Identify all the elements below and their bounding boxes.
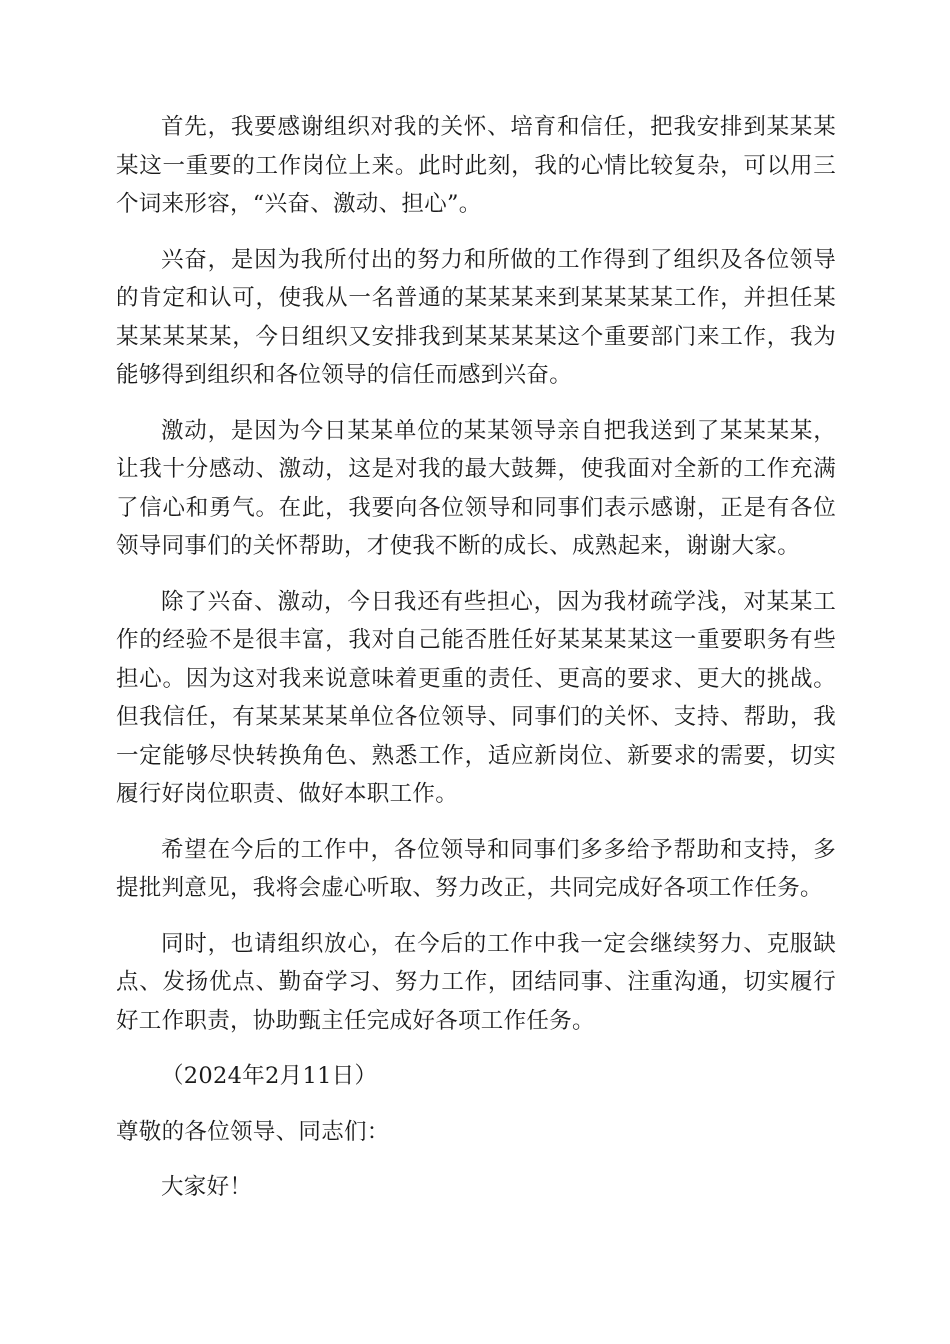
document-body — [116, 108, 836, 1224]
paragraph-excited: 兴奋，是因为我所付出的努力和所做的工作得到了组织及各位领导的肯定和认可，使我从一名普通的某某某来到某某某某工作，并担任某某某某某某，今日组织又安排我到某某某某这个重要部门来工作，我为能够得到组织和各位领导的信任而感到兴奋。 — [116, 246, 836, 388]
greeting: 大家好！ — [161, 1174, 253, 1200]
paragraph-moved: 激动，是因为今日某某单位的某某领导亲自把我送到了某某某某，让我十分感动、激动，这是对我的最大鼓舞，使我面对全新的工作充满了信心和勇气。在此，我要向各位领导和同事们表示感谢，正是有各位领导同事们的关怀帮助，才使我不断的成长、成熟起来，谢谢大家。 — [116, 417, 836, 559]
paragraph-commitment: 同时，也请组织放心，在今后的工作中我一定会继续努力、克服缺点、发扬优点、勤奋学习、努力工作，团结同事、注重沟通，切实履行好工作职责，协助甄主任完成好各项工作任务。 — [116, 930, 836, 1034]
salutation: 尊敬的各位领导、同志们： — [116, 1118, 390, 1145]
paragraph-thanks: 首先，我要感谢组织对我的关怀、培育和信任，把我安排到某某某某这一重要的工作岗位上来。此时此刻，我的心情比较复杂，可以用三个词来形容，“兴奋、激动、担心”。 — [116, 114, 836, 217]
paragraph-worried: 除了兴奋、激动，今日我还有些担心，因为我材疏学浅，对某某工作的经验不是很丰富，我对自己能否胜任好某某某某这一重要职务有些担心。因为这对我来说意味着更重的责任、更高的要求、更大的挑战。但我信任，有某某某某单位各位领导、同事们的关怀、支持、帮助，我一定能够尽快转换角色、熟悉工作，适应新岗位、新要求的需要，切实履行好岗位职责、做好本职工作。 — [116, 588, 836, 807]
paragraph-hope: 希望在今后的工作中，各位领导和同事们多多给予帮助和支持，多提批判意见，我将会虚心听取、努力改正，共同完成好各项工作任务。 — [116, 836, 836, 901]
document-date: （2024年2月11日） — [161, 1063, 378, 1089]
